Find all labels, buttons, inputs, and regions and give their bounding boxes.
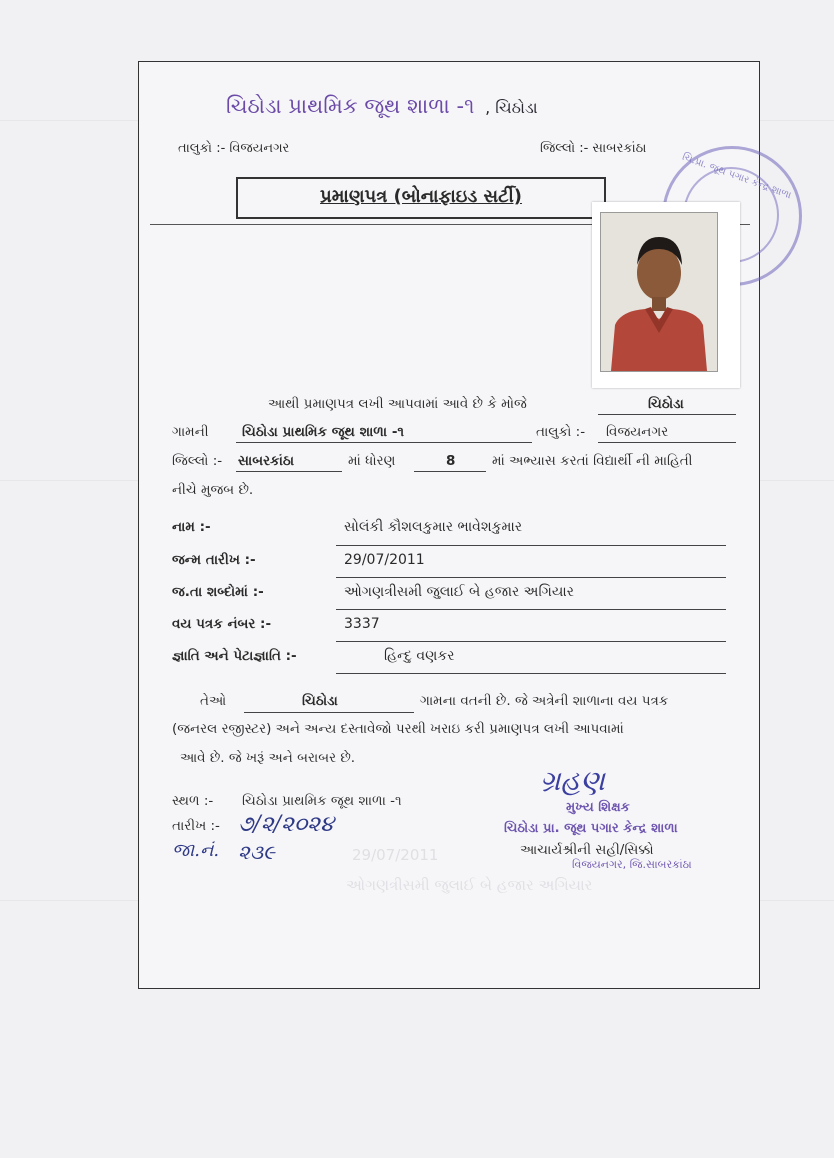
intro-line1: આથી પ્રમાણપત્ર લખી આપવામાં આવે છે કે મોજે [268, 396, 527, 412]
closing-line2: (જનરલ રજીસ્ટર) અને અન્ય દસ્તાવેજો પરથી ખરાઇ કરી પ્રમાણપત્ર લખી આપવામાં [172, 721, 624, 737]
certificate-title-box [236, 177, 606, 219]
closing-pre: તેઓ [200, 693, 227, 709]
detail-label-dob-words: જ.તા શબ્દોમાં :- [172, 584, 264, 600]
closing-line1: ગામના વતની છે. જે અત્રેની શાળાના વય પત્રક [420, 693, 669, 709]
detail-label-name: નામ :- [172, 519, 211, 535]
intro-std-value: 8 [446, 453, 456, 469]
intro-std-label: માં ધોરણ [348, 453, 396, 469]
underline-taluka [598, 442, 736, 443]
underline-village [598, 414, 736, 415]
detail-label-caste: જ્ઞાતિ અને પેટાજ્ઞાતિ :- [172, 648, 297, 664]
detail-label-register: વય પત્રક નંબર :- [172, 616, 272, 632]
underline-school [236, 442, 532, 443]
detail-value-name: સોલંકી કૌશલકુમાર ભાવેશકુમાર [344, 519, 523, 535]
underline-dob [336, 577, 726, 578]
header-taluka: તાલુકો :- વિજયનગર [178, 141, 290, 156]
detail-value-dob-words: ઓગણત્રીસમી જુલાઈ બે હજાર અગિયાર [344, 584, 574, 600]
intro-district-label: જિલ્લો :- [172, 453, 223, 469]
underline-dob-words [336, 609, 726, 610]
intro-district-value: સાબરકાંઠા [238, 453, 295, 469]
teacher-role: મુખ્ય શિક્ષક [566, 800, 630, 815]
underline-register [336, 641, 726, 642]
intro-taluka-label: તાલુકો :- [536, 424, 586, 440]
ghost-text-dob: 29/07/2011 [352, 846, 439, 864]
footer-date-value: ૭/૨/૨૦૨૪ [238, 812, 334, 837]
detail-value-dob: 29/07/2011 [344, 552, 425, 568]
underline-closing-village [244, 712, 414, 713]
footer-place-value: ચિઠોડા પ્રાથમિક જૂથ શાળા -૧ [242, 793, 402, 809]
underline-name [336, 545, 726, 546]
principal-sign-label: આચાર્યશ્રીની સહી/સિક્કો [520, 842, 654, 858]
intro-info-label: માં અભ્યાસ કરતાં વિદ્યાર્થી ની માહિતી [492, 453, 693, 469]
closing-village-value: ચિઠોડા [302, 693, 338, 709]
person-photo-icon [601, 213, 717, 371]
certificate-title: પ્રમાણપત્ર (બોનાફાઇડ સર્ટી) [320, 186, 522, 207]
footer-no-value: ૨૩૯ [238, 840, 275, 864]
intro-school-value: ચિઠોડા પ્રાથમિક જૂથ શાળા -૧ [242, 424, 405, 440]
intro-taluka-value: વિજયનગર [606, 424, 669, 440]
header-village: , ચિઠોડા [485, 98, 538, 117]
footer-date-label: તારીખ :- [172, 818, 220, 834]
stamp-place-line: વિજયનગર, જિ.સાબરકાંઠા [572, 858, 692, 871]
detail-value-caste: હિન્દુ વણકર [384, 648, 455, 664]
detail-label-dob: જન્મ તારીખ :- [172, 552, 256, 568]
underline-district [236, 471, 342, 472]
intro-village-value: ચિઠોડા [648, 396, 684, 412]
teacher-signature: ગ્રહણ [540, 764, 605, 797]
intro-village-label: ગામની [172, 424, 209, 440]
closing-line3: આવે છે. જે ખરૂં અને બરાબર છે. [180, 750, 356, 766]
header-district: જિલ્લો :- સાબરકાંઠા [540, 141, 647, 156]
underline-caste [336, 673, 726, 674]
intro-below: નીચે મુજબ છે. [172, 482, 254, 498]
footer-place-label: સ્થળ :- [172, 793, 214, 809]
student-photo [592, 202, 740, 388]
ghost-text-words: ઓગણત્રીસમી જુલાઈ બે હજાર અગિયાર [346, 876, 593, 894]
detail-value-register: 3337 [344, 616, 380, 632]
school-stamp-line: ચિઠોડા પ્રા. જૂથ પગાર કેન્દ્ર શાળા [504, 821, 678, 836]
stamp-text: ચિ.પ્રા. જૂથ પગાર કેન્દ્ર શાળા [680, 151, 793, 202]
footer-no-label: જા.નં. [172, 840, 220, 861]
photo-image [600, 212, 718, 372]
underline-std [414, 471, 486, 472]
school-name: ચિઠોડા પ્રાથમિક જૂથ શાળા -૧ [226, 94, 475, 118]
school-title [226, 94, 538, 119]
